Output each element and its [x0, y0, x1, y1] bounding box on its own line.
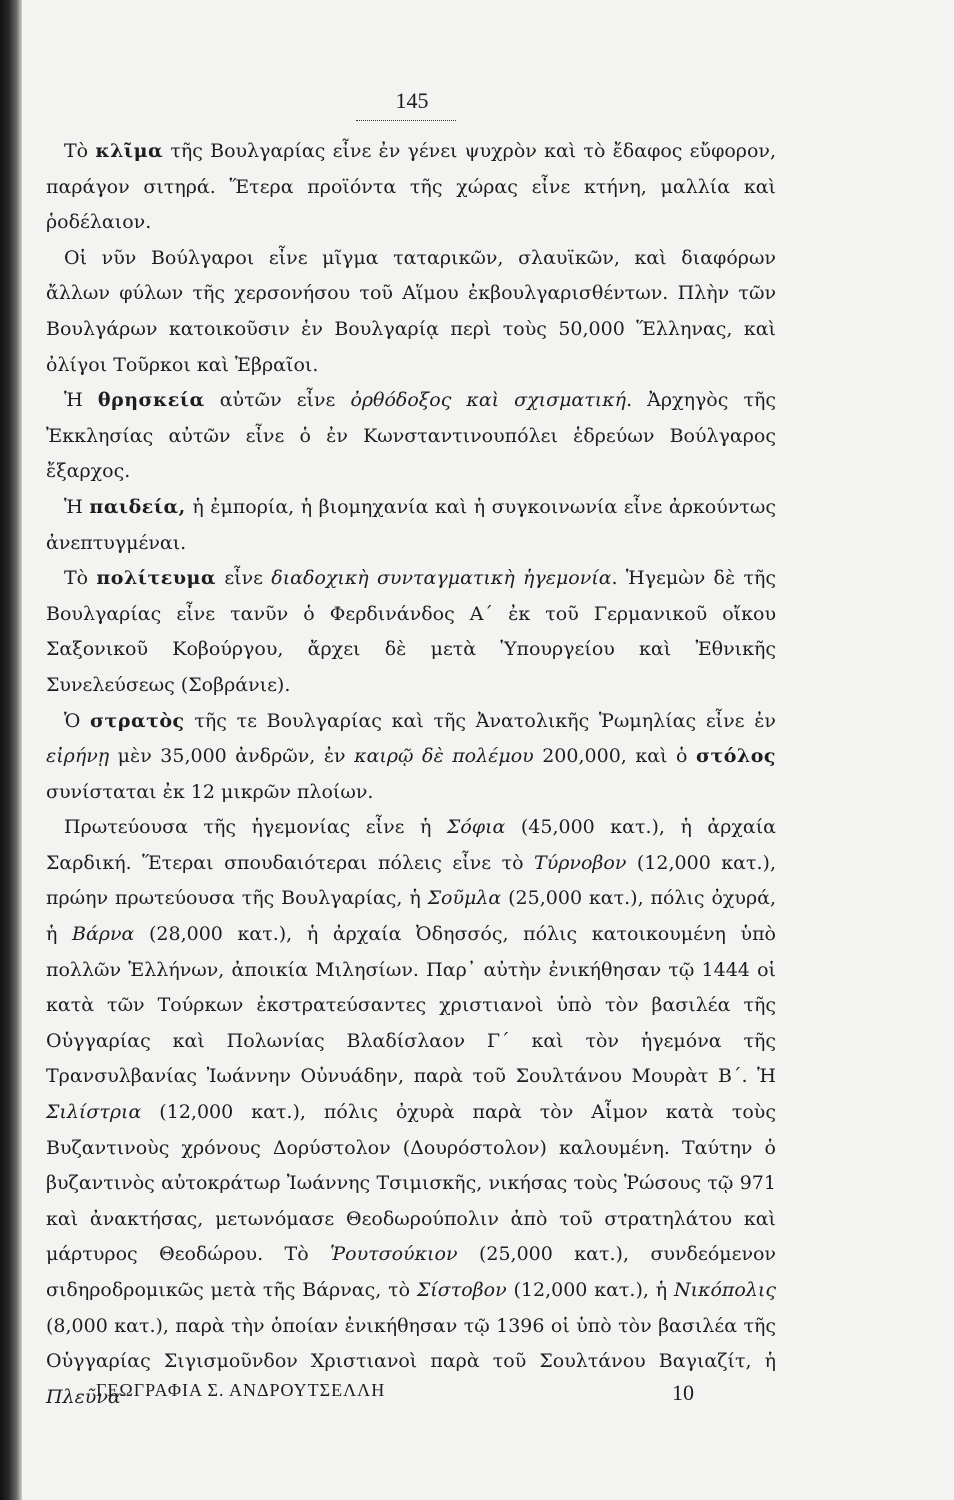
italic-term: εἰρήνῃ — [46, 745, 110, 768]
paragraph-education — [46, 490, 776, 561]
text-run: αὐτῶν εἶνε — [204, 389, 351, 412]
italic-term: Τύρνοβον — [534, 851, 627, 874]
italic-term: Βάρνα — [72, 923, 135, 946]
text-run: Οἱ νῦν Βούλγαροι εἶνε μῖγμα ταταρικῶν, σλαυϊκῶν, καὶ διαφόρων ἄλλων φύλων τῆς χερσονήσου τοῦ Αἵμου ἐκβουλγαρισθέντων. Πλὴν τῶν Βουλγάρων κατοικοῦσιν ἐν Βουλγαρίᾳ περὶ τοὺς 50,000 Ἕλληνας, καὶ ὀλίγοι Τοῦρκοι καὶ Ἑβραῖοι. — [46, 246, 776, 376]
text-run: ἡ ἐμπορία, ἡ βιομηχανία καὶ ἡ συγκοινωνία εἶνε ἀρκούντως ἀνεπτυγμέναι. — [46, 495, 776, 554]
italic-term: Σοῦμλα — [427, 887, 502, 910]
keyword-term: στρατὸς — [90, 709, 185, 732]
text-run: (28,000 κατ.), ἡ ἀρχαία Ὀδησσός, πόλις κατοικουμένη ὑπὸ πολλῶν Ἑλλήνων, ἀποικία Μιλησίων. Παρ᾽ αὐτὴν ἐνικήθησαν τῷ 1444 οἱ κατὰ τῶν Τούρκων ἐκστρατεύσαντες χριστιανοὶ ὑπὸ τὸν βασιλέα τῆς Οὑγγαρίας καὶ Πολωνίας Βλαδίσλαον Γ΄ καὶ τὸν ἡγεμόνα τῆς Τρανσυλβανίας Ἰωάννην Οὐνυάδην, παρὰ τοῦ Σουλτάνου Μουρὰτ Β΄. Ἡ — [46, 923, 776, 1088]
text-run: Πρωτεύουσα τῆς ἡγεμονίας εἶνε ἡ — [64, 816, 447, 839]
text-run: Τὸ — [64, 140, 96, 162]
text-run: (25,000 κατ.), συνδεόμενον σιδηροδρομικῶς μετὰ τῆς Βάρνας, τὸ — [46, 1243, 776, 1301]
keyword-term: παιδεία, — [89, 495, 186, 518]
text-run: τῆς τε Βουλγαρίας καὶ τῆς Ἀνατολικῆς Ῥωμηλίας εἶνε ἐν — [184, 709, 776, 732]
footer-book-title: ΓΕΩΓΡΑΦΙΑ Σ. ΑΝΔΡΟΥΤΣΕΛΛΗ — [96, 1380, 386, 1400]
text-run: . Ἡγεμὼν δὲ τῆς Βουλγαρίας εἶνε τανῦν ὁ Φερδινάνδος Α΄ ἐκ τοῦ Γερμανικοῦ οἴκου Σαξονικοῦ Κοβούργου, ἄρχει δὲ μετὰ Ὑπουργείου καὶ Ἐθνικῆς Συνελεύσεως (Σοβράνιε). — [46, 567, 776, 696]
italic-term: Σόφια — [446, 816, 506, 839]
keyword-term: στόλος — [695, 745, 776, 768]
text-run: Ὁ — [64, 709, 91, 732]
paragraph-religion — [46, 383, 776, 490]
italic-term: ὀρθόδοξος καὶ σχισματική — [350, 389, 627, 412]
body-text — [46, 134, 776, 1415]
binding-edge — [0, 0, 22, 1500]
keyword-term: θρησκεία — [97, 389, 205, 412]
italic-term: Πλεῦνα — [46, 1385, 121, 1408]
text-run: Ἡ — [64, 389, 98, 412]
page-number: 145 — [395, 88, 429, 113]
text-run: (12,000 κατ.), πρώην πρωτεύουσα τῆς Βουλγαρίας, ἡ — [46, 851, 776, 910]
text-run: 200,000, καὶ ὁ — [533, 745, 696, 768]
text-run: (8,000 κατ.), παρὰ τὴν ὁποίαν ἐνικήθησαν τῷ 1396 οἱ ὑπὸ τὸν βασιλέα τῆς Οὑγγαρίας Σιγισμοῦνδον Χριστιανοὶ παρὰ τοῦ Σουλτάνου Βαγιαζίτ, ἡ — [46, 1314, 776, 1373]
keyword-term: πολίτευμα — [96, 567, 217, 590]
text-run: συνίσταται ἐκ 12 μικρῶν πλοίων. — [46, 780, 374, 803]
text-run: Ἡ — [64, 495, 90, 518]
italic-term: Νικόπολις — [673, 1279, 776, 1301]
book-page — [46, 70, 786, 1470]
text-run: (25,000 κατ.), πόλις ὀχυρά, ἡ — [46, 887, 776, 946]
text-run: μὲν 35,000 ἀνδρῶν, ἐν — [109, 745, 355, 768]
italic-term: διαδοχικὴ συνταγματικὴ ἡγεμονία — [271, 567, 612, 590]
text-run: Τὸ — [64, 567, 97, 590]
paragraph-climate — [46, 134, 776, 241]
paragraph-population — [46, 241, 776, 383]
italic-term: Σίστοβον — [416, 1279, 507, 1301]
italic-term: Ῥουτσούκιον — [330, 1243, 458, 1266]
italic-term: Σιλίστρια — [46, 1101, 142, 1124]
italic-term: καιρῷ δὲ πολέμου — [354, 745, 534, 768]
text-run: εἶνε — [216, 567, 272, 590]
text-run: τῆς Βουλγαρίας εἶνε ἐν γένει ψυχρὸν καὶ τὸ ἔδαφος εὔφορον, παράγον σιτηρά. Ἕτερα προϊόντα τῆς χώρας εἶνε κτήνη, μαλλία καὶ ῥοδέλαιον. — [46, 140, 777, 234]
text-run: (12,000 κατ.), πόλις ὀχυρὰ παρὰ τὸν Αἷμον κατὰ τοὺς Βυζαντινοὺς χρόνους Δορύστολον (Δουρόστολον) καλουμένη. Ταύτην ὁ βυζαντινὸς αὐτοκράτωρ Ἰωάννης Τσιμισκῆς, νικήσας τοὺς Ῥώσους τῷ 971 καὶ ἀνακτήσας, μετωνόμασε Θεοδωρούπολιν ἀπὸ τοῦ στρατηλάτου καὶ μάρτυρος Θεοδώρου. Τὸ — [46, 1101, 776, 1266]
keyword-term: κλῖμα — [95, 140, 164, 162]
paragraph-cities — [46, 810, 776, 1415]
page-number-rule — [356, 120, 456, 121]
text-run: (45,000 κατ.), ἡ ἀρχαία Σαρδική. Ἕτεραι σπουδαιότεραι πόλεις εἶνε τὸ — [46, 816, 776, 874]
page-footer — [46, 1380, 776, 1416]
paragraph-government — [46, 561, 776, 703]
text-run: (12,000 κατ.), ἡ — [506, 1279, 674, 1301]
footer-signature-number: 10 — [672, 1380, 694, 1405]
paragraph-army — [46, 704, 776, 811]
text-run: . Ἀρχηγὸς τῆς Ἐκκλησίας αὐτῶν εἶνε ὁ ἐν Κωνσταντινουπόλει ἑδρεύων Βούλγαρος ἔξαρχος. — [46, 389, 776, 483]
